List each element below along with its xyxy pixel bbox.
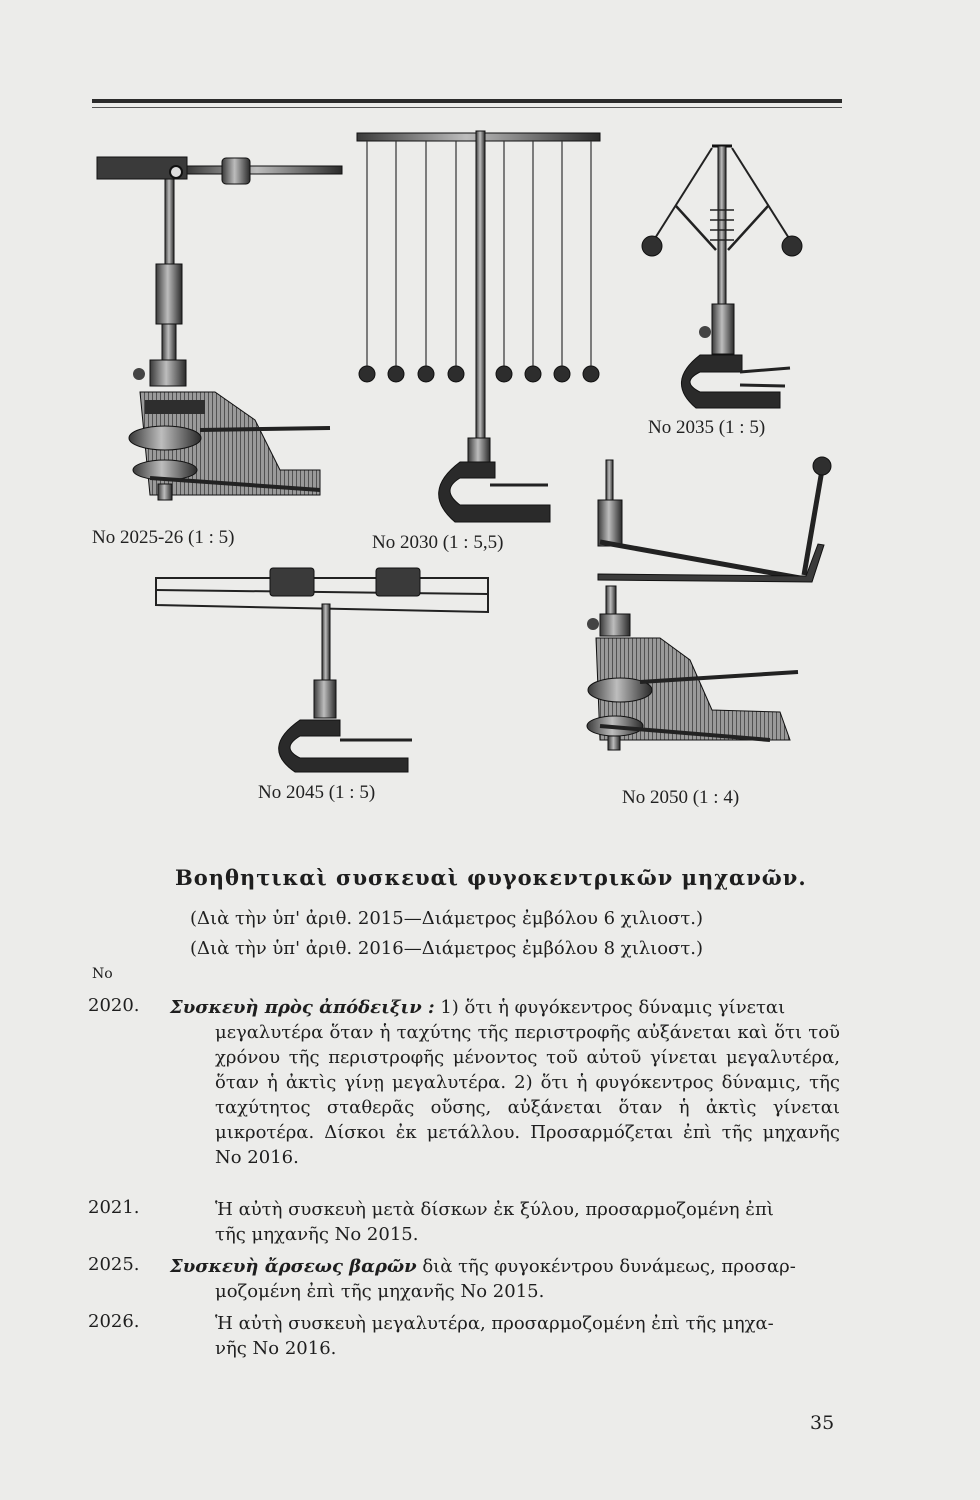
figure-caption-2045: No 2045 (1 : 5) <box>258 782 376 803</box>
entry-text-2021-rest: τῆς μηχανῆς No 2015. <box>215 1224 419 1245</box>
figure-caption-2035: No 2035 (1 : 5) <box>648 417 766 438</box>
entry-2020 <box>170 995 840 1170</box>
entry-title-2020: Συσκευὴ πρὸς ἀπόδειξιν : <box>170 997 435 1018</box>
entry-text-2025-first: διὰ τῆς φυγοκέντρου δυνάμεως, προσαρ- <box>422 1256 796 1277</box>
figure-2035-illustration <box>642 146 802 408</box>
figure-caption-2050: No 2050 (1 : 4) <box>622 787 740 808</box>
section-note-2015: (Διὰ τὴν ὑπ' ἀριθ. 2015—Διάμετρος ἐμβόλου 6 χιλιοστ.) <box>190 908 704 929</box>
entry-text-2025-rest: μοζομένη ἐπὶ τῆς μηχανῆς No 2015. <box>215 1281 545 1302</box>
entry-text-2020-rest: μεγαλυτέρα ὅταν ἡ ταχύτης τῆς περιστροφῆς αὐξάνεται καὶ ὅτι τοῦ χρόνου τῆς περιστροφῆς μένοντος τοῦ αὐτοῦ γίνεται μεγαλυτέρα, ὅταν ἡ ἀκτὶς γίνῃ μεγαλυτέρα. 2) ὅτι ἡ φυγόκεντρος δύναμις, τῆς ταχύτητος σταθερᾶς οὔσης, αὐξάνεται ὅταν ἡ ἀκτὶς γίνεται μικροτέρα. Δίσκοι ἐκ μετάλλου. Προσαρμόζεται ἐπὶ τῆς μηχανῆς No 2016. <box>215 1022 840 1168</box>
section-heading: Βοηθητικαὶ συσκευαὶ φυγοκεντρικῶν μηχανῶν. <box>175 865 807 890</box>
number-column-label: No <box>92 966 113 982</box>
entry-title-2025: Συσκευὴ ἄρσεως βαρῶν <box>170 1256 417 1277</box>
entry-text-2021-first: Ἡ αὐτὴ συσκευὴ μετὰ δίσκων ἐκ ξύλου, προσαρμοζομένη ἐπὶ <box>215 1199 774 1220</box>
figure-caption-2030: No 2030 (1 : 5,5) <box>372 532 504 553</box>
figure-2025-26-illustration <box>97 157 342 500</box>
figure-2045-illustration <box>156 568 488 772</box>
entry-2025 <box>170 1254 840 1304</box>
figure-2050-illustration <box>587 457 831 750</box>
entry-number-2021: 2021. <box>88 1197 140 1218</box>
page-number: 35 <box>810 1412 835 1434</box>
entry-number-2020: 2020. <box>88 995 140 1016</box>
entry-text-2026-rest: νῆς No 2016. <box>215 1338 337 1359</box>
entry-2021 <box>215 1197 840 1247</box>
entry-2026 <box>215 1311 840 1361</box>
entry-text-2020-first: 1) ὅτι ἡ φυγόκεντρος δύναμις γίνεται <box>440 997 786 1018</box>
entry-number-2025: 2025. <box>88 1254 140 1275</box>
section-note-2016: (Διὰ τὴν ὑπ' ἀριθ. 2016—Διάμετρος ἐμβόλου 8 χιλιοστ.) <box>190 938 704 959</box>
figure-caption-2025-26: No 2025-26 (1 : 5) <box>92 527 235 548</box>
figure-2030-illustration <box>357 131 600 522</box>
entry-number-2026: 2026. <box>88 1311 140 1332</box>
entry-text-2026-first: Ἡ αὐτὴ συσκευὴ μεγαλυτέρα, προσαρμοζομένη ἐπὶ τῆς μηχα- <box>215 1313 774 1334</box>
